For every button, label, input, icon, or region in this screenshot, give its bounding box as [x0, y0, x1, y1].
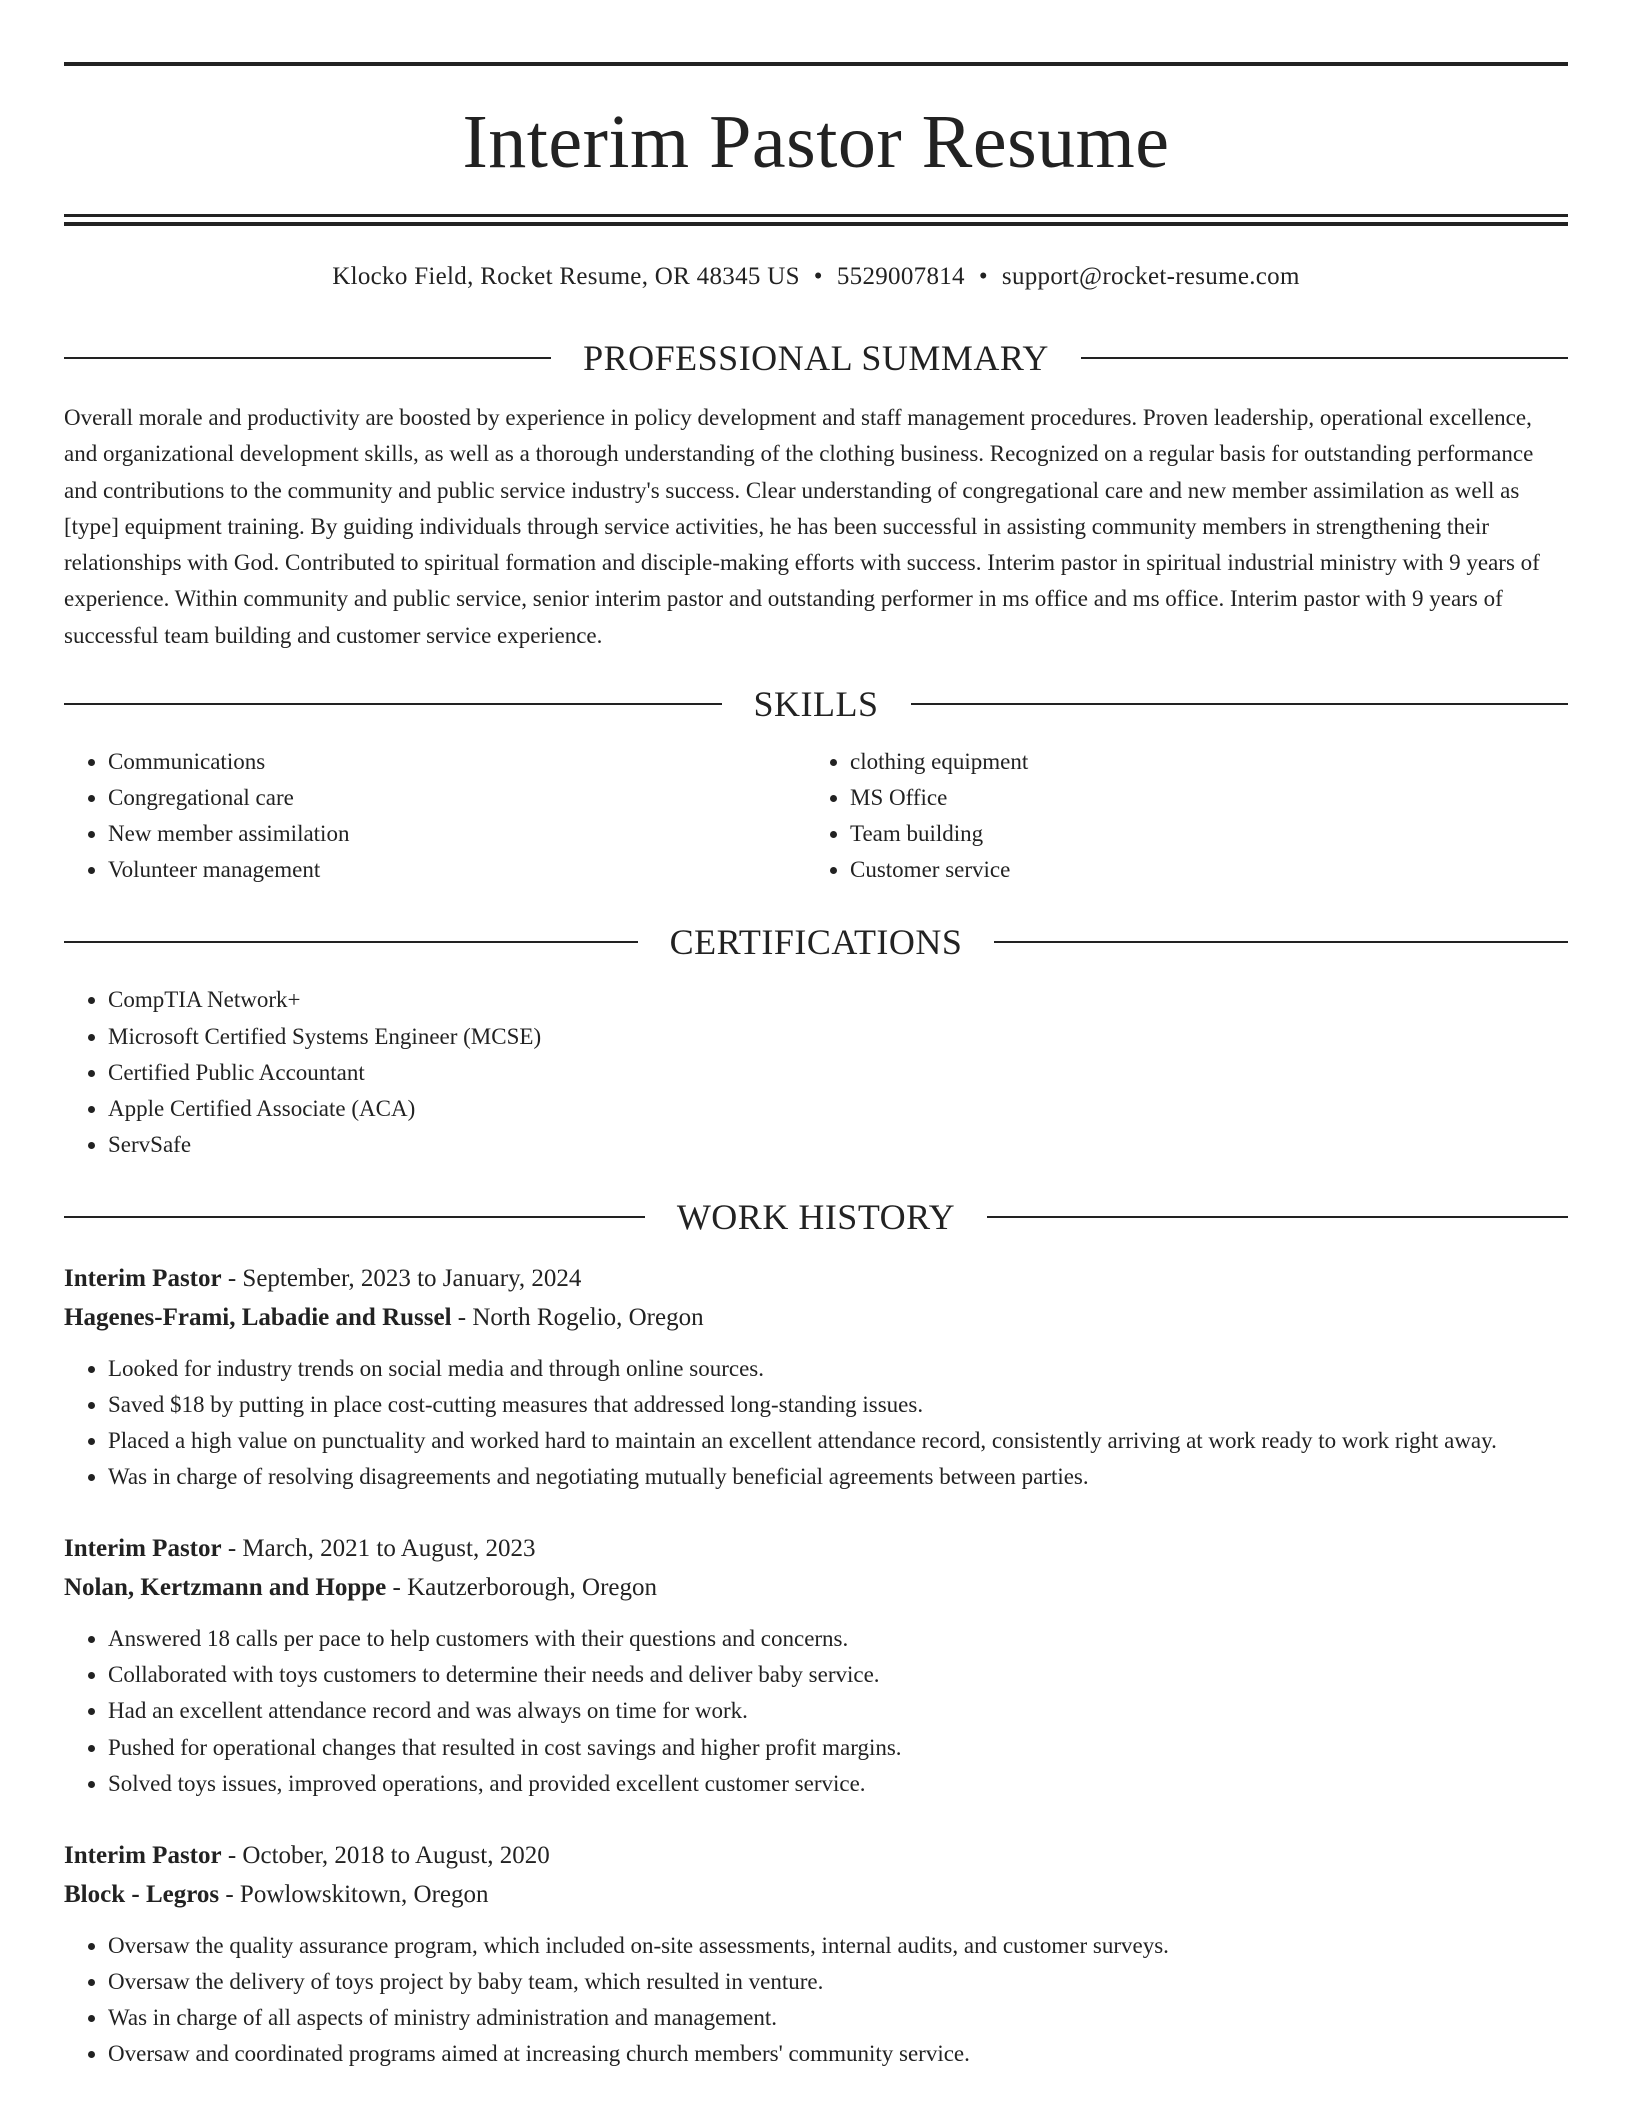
certifications-heading: CERTIFICATIONS — [669, 922, 963, 963]
divider — [64, 703, 722, 705]
job-company-line — [64, 1875, 1568, 1914]
contact-phone: 5529007814 — [836, 263, 965, 290]
job-duty: • Oversaw and coordinated programs aimed at increasing church members' community service. — [108, 2036, 1568, 2072]
certification-item: • Certified Public Accountant — [108, 1055, 1568, 1091]
skill-item: • Team building — [850, 816, 1548, 852]
contact-line — [64, 262, 1568, 292]
certification-item: • Microsoft Certified Systems Engineer (MCSE) — [108, 1019, 1568, 1055]
contact-address: Klocko Field, Rocket Resume, OR 48345 US — [332, 263, 800, 290]
work-section-header — [64, 1197, 1568, 1237]
skill-item: • Communications — [108, 744, 806, 780]
job-company: Hagenes-Frami, Labadie and Russel — [64, 1303, 452, 1331]
job-duty: • Oversaw the delivery of toys project by baby team, which resulted in venture. — [108, 1964, 1568, 2000]
divider — [911, 703, 1569, 705]
work-heading: WORK HISTORY — [676, 1196, 956, 1237]
job-duty: • Was in charge of resolving disagreements and negotiating mutually beneficial agreements between parties. — [108, 1459, 1568, 1495]
job-duties — [64, 1621, 1568, 1801]
job-location: - Kautzerborough, Oregon — [386, 1574, 658, 1602]
certifications-list — [64, 982, 1568, 1162]
skills-heading: SKILLS — [753, 684, 879, 725]
divider — [64, 357, 551, 359]
skills-column-right — [806, 744, 1548, 888]
job-entry — [64, 1836, 1568, 2072]
job-title-line — [64, 1529, 1568, 1568]
job-duty: • Had an excellent attendance record and was always on time for work. — [108, 1693, 1568, 1729]
job-company: Block - Legros — [64, 1880, 220, 1908]
job-title-line — [64, 1836, 1568, 1875]
certification-item: • ServSafe — [108, 1127, 1568, 1163]
job-title: Interim Pastor — [64, 1264, 222, 1292]
skills-section-header — [64, 684, 1568, 724]
job-duty: • Looked for industry trends on social media and through online sources. — [108, 1351, 1568, 1387]
skills-list — [64, 744, 1568, 888]
skills-column-left — [64, 744, 806, 888]
divider — [1081, 357, 1568, 359]
job-company-line — [64, 1298, 1568, 1337]
certification-item: • Apple Certified Associate (ACA) — [108, 1091, 1568, 1127]
job-duty: • Solved toys issues, improved operations, and provided excellent customer service. — [108, 1766, 1568, 1802]
job-company: Nolan, Kertzmann and Hoppe — [64, 1574, 387, 1602]
summary-section-header — [64, 338, 1568, 378]
divider — [987, 1216, 1568, 1218]
skill-item: • Volunteer management — [108, 852, 806, 888]
job-location: - North Rogelio, Oregon — [451, 1303, 704, 1331]
contact-separator: • — [813, 263, 823, 290]
job-duty: • Saved $18 by putting in place cost-cutting measures that addressed long-standing issues. — [108, 1387, 1568, 1423]
certifications-section-header — [64, 922, 1568, 962]
job-dates: - March, 2021 to August, 2023 — [221, 1535, 536, 1563]
skill-item: • Congregational care — [108, 780, 806, 816]
top-rule — [64, 62, 1568, 66]
page-title: Interim Pastor Resume — [462, 100, 1170, 184]
job-company-line — [64, 1568, 1568, 1607]
double-rule — [64, 214, 1568, 226]
job-duty: • Answered 18 calls per pace to help customers with their questions and concerns. — [108, 1621, 1568, 1657]
job-duty: • Placed a high value on punctuality and worked hard to maintain an excellent attendance record, consistently arriving at work ready to work right away. — [108, 1423, 1568, 1459]
job-title: Interim Pastor — [64, 1841, 222, 1869]
job-entry — [64, 1259, 1568, 1495]
skill-item: • New member assimilation — [108, 816, 806, 852]
job-duty: • Pushed for operational changes that resulted in cost savings and higher profit margins. — [108, 1730, 1568, 1766]
contact-email: support@rocket-resume.com — [1001, 263, 1300, 290]
skill-item: • Customer service — [850, 852, 1548, 888]
job-duties — [64, 1928, 1568, 2072]
contact-separator: • — [978, 263, 988, 290]
job-duty: • Oversaw the quality assurance program, which included on-site assessments, internal audits, and customer surveys. — [108, 1928, 1568, 1964]
job-title: Interim Pastor — [64, 1535, 222, 1563]
divider — [64, 1216, 645, 1218]
summary-heading: PROFESSIONAL SUMMARY — [583, 338, 1049, 378]
divider — [994, 941, 1568, 943]
job-title-line — [64, 1259, 1568, 1298]
job-entry — [64, 1529, 1568, 1801]
job-duties — [64, 1351, 1568, 1495]
skill-item: • clothing equipment — [850, 744, 1548, 780]
skill-item: • MS Office — [850, 780, 1548, 816]
job-location: - Powlowskitown, Oregon — [219, 1880, 489, 1908]
job-dates: - September, 2023 to January, 2024 — [221, 1264, 582, 1292]
certification-item: • CompTIA Network+ — [108, 982, 1568, 1018]
job-duty: • Was in charge of all aspects of ministry administration and management. — [108, 2000, 1568, 2036]
job-duty: • Collaborated with toys customers to determine their needs and deliver baby service. — [108, 1657, 1568, 1693]
job-dates: - October, 2018 to August, 2020 — [221, 1841, 550, 1869]
summary-text: Overall morale and productivity are boosted by experience in policy development and staff management procedures. Proven leadership, operational excellence, and organizational development skills, as well as a thorough understanding of the clothing business. Recognized on a regular basis for outstanding performance and contributions to the community and public service industry's success. Clear understanding of congregational care and new member assimilation as well as [type] equipment training. By guiding individuals through service activities, he has been successful in assisting community members in strengthening their relationships with God. Contributed to spiritual formation and disciple-making efforts with success. Interim pastor in spiritual industrial ministry with 9 years of experience. Within community and public service, senior interim pastor and outstanding performer in ms office and ms office. Interim pastor with 9 years of successful team building and customer service experience. — [64, 405, 1540, 648]
divider — [64, 941, 638, 943]
